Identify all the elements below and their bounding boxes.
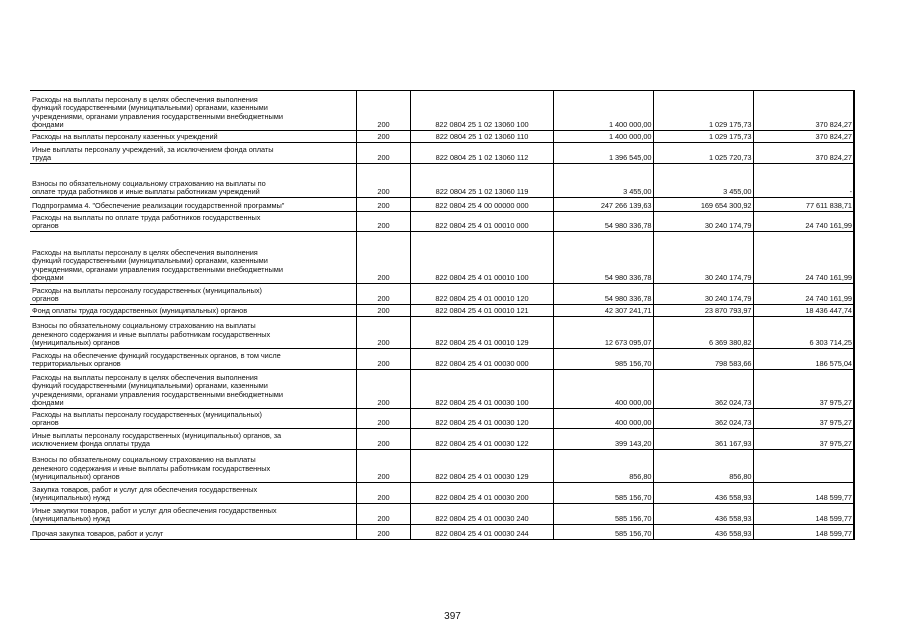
cell-unexecuted-amount (753, 450, 854, 483)
cell-approved-amount: 585 156,70 (553, 504, 653, 525)
cell-approved-amount: 54 980 336,78 (553, 284, 653, 305)
cell-unexecuted-amount: 148 599,77 (753, 483, 854, 504)
cell-approved-amount: 1 400 000,00 (553, 131, 653, 143)
cell-unexecuted-amount: - (753, 164, 854, 198)
cell-executed-amount: 3 455,00 (653, 164, 753, 198)
cell-kvr-code: 200 (356, 483, 410, 504)
cell-name: Расходы на выплаты по оплате труда работников государственных органов (30, 212, 356, 232)
cell-kvr-code: 200 (356, 317, 410, 349)
cell-kvr-code: 200 (356, 91, 410, 131)
cell-approved-amount: 400 000,00 (553, 370, 653, 409)
cell-name: Расходы на выплаты персоналу государственных (муниципальных) органов (30, 284, 356, 305)
cell-kvr-code: 200 (356, 370, 410, 409)
cell-budget-classification-code: 822 0804 25 4 01 00030 200 (410, 483, 553, 504)
cell-unexecuted-amount: 24 740 161,99 (753, 284, 854, 305)
table-row (30, 91, 854, 131)
cell-unexecuted-amount: 77 611 838,71 (753, 198, 854, 212)
table-row (30, 450, 854, 483)
cell-budget-classification-code: 822 0804 25 4 01 00010 120 (410, 284, 553, 305)
table-body (30, 91, 854, 540)
cell-executed-amount: 30 240 174,79 (653, 284, 753, 305)
cell-unexecuted-amount: 6 303 714,25 (753, 317, 854, 349)
cell-name: Расходы на обеспечение функций государственных органов, в том числе территориальных органов (30, 349, 356, 370)
cell-approved-amount: 42 307 241,71 (553, 305, 653, 317)
cell-budget-classification-code: 822 0804 25 1 02 13060 110 (410, 131, 553, 143)
cell-unexecuted-amount: 37 975,27 (753, 409, 854, 429)
cell-approved-amount: 1 400 000,00 (553, 91, 653, 131)
table-row (30, 504, 854, 525)
cell-executed-amount: 436 558,93 (653, 483, 753, 504)
table-row (30, 349, 854, 370)
cell-kvr-code: 200 (356, 349, 410, 370)
cell-unexecuted-amount: 370 824,27 (753, 143, 854, 164)
table-row (30, 198, 854, 212)
cell-executed-amount: 856,80 (653, 450, 753, 483)
cell-executed-amount: 362 024,73 (653, 370, 753, 409)
cell-budget-classification-code: 822 0804 25 4 01 00030 129 (410, 450, 553, 483)
cell-budget-classification-code: 822 0804 25 4 01 00030 244 (410, 525, 553, 540)
cell-unexecuted-amount: 370 824,27 (753, 91, 854, 131)
cell-budget-classification-code: 822 0804 25 4 01 00010 121 (410, 305, 553, 317)
cell-executed-amount: 30 240 174,79 (653, 212, 753, 232)
cell-executed-amount: 23 870 793,97 (653, 305, 753, 317)
cell-budget-classification-code: 822 0804 25 4 01 00010 000 (410, 212, 553, 232)
cell-budget-classification-code: 822 0804 25 1 02 13060 100 (410, 91, 553, 131)
cell-unexecuted-amount: 24 740 161,99 (753, 212, 854, 232)
cell-executed-amount: 30 240 174,79 (653, 232, 753, 284)
cell-name: Прочая закупка товаров, работ и услуг (30, 525, 356, 540)
cell-executed-amount: 362 024,73 (653, 409, 753, 429)
cell-kvr-code: 200 (356, 429, 410, 450)
cell-executed-amount: 436 558,93 (653, 504, 753, 525)
table-row (30, 317, 854, 349)
cell-executed-amount: 1 025 720,73 (653, 143, 753, 164)
cell-executed-amount: 1 029 175,73 (653, 91, 753, 131)
table-row (30, 409, 854, 429)
cell-budget-classification-code: 822 0804 25 1 02 13060 119 (410, 164, 553, 198)
page-number: 397 (444, 611, 461, 622)
cell-budget-classification-code: 822 0804 25 4 01 00010 100 (410, 232, 553, 284)
cell-executed-amount: 169 654 300,92 (653, 198, 753, 212)
table-row (30, 429, 854, 450)
cell-name: Фонд оплаты труда государственных (муниципальных) органов (30, 305, 356, 317)
cell-approved-amount: 247 266 139,63 (553, 198, 653, 212)
cell-kvr-code: 200 (356, 305, 410, 317)
cell-approved-amount: 399 143,20 (553, 429, 653, 450)
cell-unexecuted-amount: 37 975,27 (753, 429, 854, 450)
cell-budget-classification-code: 822 0804 25 4 01 00030 000 (410, 349, 553, 370)
cell-approved-amount: 856,80 (553, 450, 653, 483)
cell-executed-amount: 436 558,93 (653, 525, 753, 540)
table-row (30, 370, 854, 409)
table-row (30, 164, 854, 198)
cell-unexecuted-amount: 148 599,77 (753, 525, 854, 540)
cell-executed-amount: 361 167,93 (653, 429, 753, 450)
cell-approved-amount: 54 980 336,78 (553, 212, 653, 232)
budget-execution-table (30, 90, 855, 540)
cell-budget-classification-code: 822 0804 25 1 02 13060 112 (410, 143, 553, 164)
cell-budget-classification-code: 822 0804 25 4 01 00030 120 (410, 409, 553, 429)
cell-unexecuted-amount: 24 740 161,99 (753, 232, 854, 284)
cell-unexecuted-amount: 370 824,27 (753, 131, 854, 143)
cell-executed-amount: 6 369 380,82 (653, 317, 753, 349)
cell-unexecuted-amount: 148 599,77 (753, 504, 854, 525)
cell-approved-amount: 1 396 545,00 (553, 143, 653, 164)
cell-name: Иные закупки товаров, работ и услуг для обеспечения государственных (муниципальных) нужд (30, 504, 356, 525)
table-row (30, 212, 854, 232)
cell-kvr-code: 200 (356, 504, 410, 525)
cell-unexecuted-amount: 37 975,27 (753, 370, 854, 409)
cell-budget-classification-code: 822 0804 25 4 01 00030 240 (410, 504, 553, 525)
cell-name: Взносы по обязательному социальному страхованию на выплаты по оплате труда работников и иные выплаты работникам учреждений (30, 164, 356, 198)
table-row (30, 232, 854, 284)
cell-unexecuted-amount: 186 575,04 (753, 349, 854, 370)
table-row (30, 284, 854, 305)
cell-name: Иные выплаты персоналу государственных (муниципальных) органов, за исключением фонда оплаты труда (30, 429, 356, 450)
cell-kvr-code: 200 (356, 143, 410, 164)
cell-approved-amount: 985 156,70 (553, 349, 653, 370)
cell-budget-classification-code: 822 0804 25 4 00 00000 000 (410, 198, 553, 212)
cell-name: Расходы на выплаты персоналу государственных (муниципальных) органов (30, 409, 356, 429)
cell-name: Закупка товаров, работ и услуг для обеспечения государственных (муниципальных) нужд (30, 483, 356, 504)
cell-name: Расходы на выплаты персоналу казенных учреждений (30, 131, 356, 143)
cell-name: Расходы на выплаты персоналу в целях обеспечения выполнения функций государственными (муниципальными) органами, казенными учреждениями, органами управления государственными внебюджетными фондами (30, 370, 356, 409)
cell-kvr-code: 200 (356, 450, 410, 483)
cell-kvr-code: 200 (356, 164, 410, 198)
cell-budget-classification-code: 822 0804 25 4 01 00030 100 (410, 370, 553, 409)
cell-budget-classification-code: 822 0804 25 4 01 00030 122 (410, 429, 553, 450)
cell-approved-amount: 3 455,00 (553, 164, 653, 198)
cell-approved-amount: 585 156,70 (553, 483, 653, 504)
cell-name: Взносы по обязательному социальному страхованию на выплаты денежного содержания и иные выплаты работникам государственных (муниципальных) органов (30, 317, 356, 349)
table-row (30, 143, 854, 164)
cell-approved-amount: 12 673 095,07 (553, 317, 653, 349)
cell-name: Взносы по обязательному социальному страхованию на выплаты денежного содержания и иные выплаты работникам государственных (муниципальных) органов (30, 450, 356, 483)
cell-kvr-code: 200 (356, 525, 410, 540)
cell-kvr-code: 200 (356, 212, 410, 232)
cell-name: Расходы на выплаты персоналу в целях обеспечения выполнения функций государственными (муниципальными) органами, казенными учреждениями, органами управления государственными внебюджетными фондами (30, 91, 356, 131)
cell-approved-amount: 585 156,70 (553, 525, 653, 540)
cell-approved-amount: 400 000,00 (553, 409, 653, 429)
cell-executed-amount: 1 029 175,73 (653, 131, 753, 143)
table-row (30, 525, 854, 540)
cell-kvr-code: 200 (356, 131, 410, 143)
cell-budget-classification-code: 822 0804 25 4 01 00010 129 (410, 317, 553, 349)
cell-name: Иные выплаты персоналу учреждений, за исключением фонда оплаты труда (30, 143, 356, 164)
cell-kvr-code: 200 (356, 232, 410, 284)
cell-kvr-code: 200 (356, 198, 410, 212)
cell-unexecuted-amount: 18 436 447,74 (753, 305, 854, 317)
cell-kvr-code: 200 (356, 409, 410, 429)
cell-name: Расходы на выплаты персоналу в целях обеспечения выполнения функций государственными (муниципальными) органами, казенными учреждениями, органами управления государственными внебюджетными фондами (30, 232, 356, 284)
table-row (30, 305, 854, 317)
cell-approved-amount: 54 980 336,78 (553, 232, 653, 284)
cell-name: Подпрограмма 4. "Обеспечение реализации государственной программы" (30, 198, 356, 212)
table-row (30, 131, 854, 143)
cell-executed-amount: 798 583,66 (653, 349, 753, 370)
cell-kvr-code: 200 (356, 284, 410, 305)
table-row (30, 483, 854, 504)
